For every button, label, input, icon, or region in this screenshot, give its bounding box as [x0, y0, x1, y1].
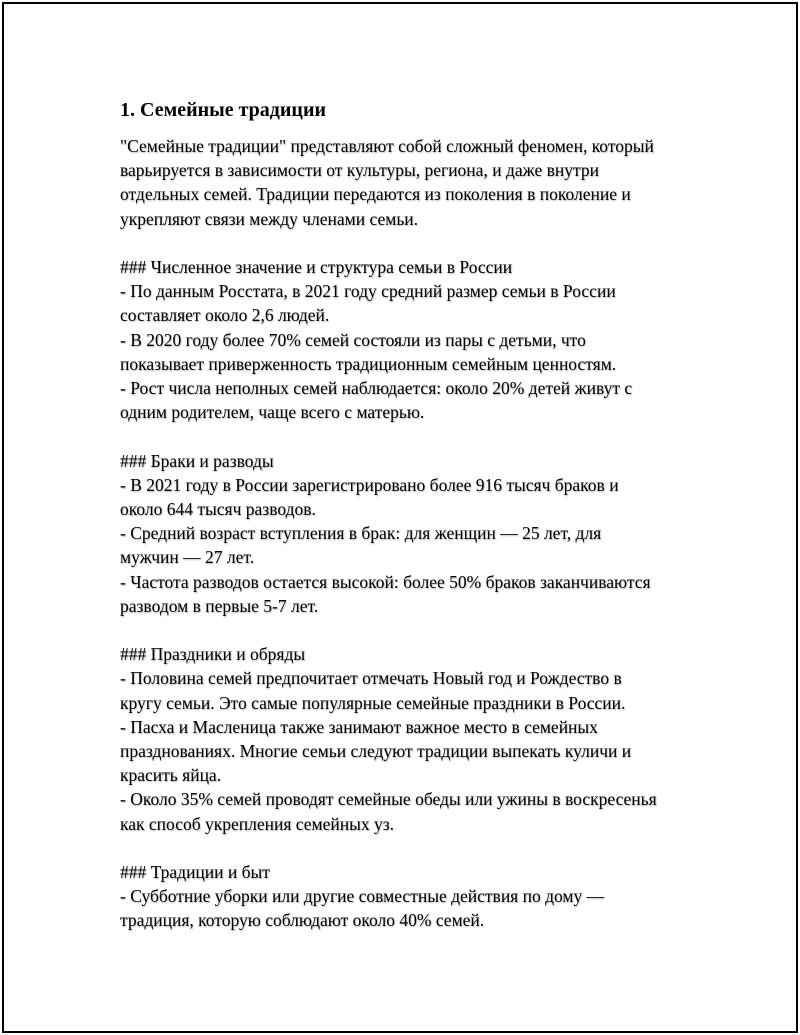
text-line: - Около 35% семей проводят семейные обеды или ужины в воскресенья [120, 789, 657, 810]
text-line: варьируется в зависимости от культуры, региона, и даже внутри [120, 160, 599, 181]
text-line: как способ укрепления семейных уз. [120, 813, 395, 834]
page-frame [2, 2, 798, 1033]
text-line: - Субботние уборки или другие совместные действия по дому — [120, 886, 605, 907]
document-body [120, 98, 720, 933]
text-line: около 644 тысяч разводов. [120, 499, 316, 520]
text-line: - Средний возраст вступления в брак: для женщин — 25 лет, для [120, 523, 602, 544]
intro-paragraph [120, 134, 720, 231]
text-line: составляет около 2,6 людей. [120, 305, 330, 326]
text-line: - Половина семей предпочитает отмечать Новый год и Рождество в [120, 668, 622, 689]
text-line: - По данным Росстата, в 2021 году средний размер семьи в России [120, 281, 616, 302]
text-line: традиция, которую соблюдают около 40% семей. [120, 910, 485, 931]
text-line: - Рост числа неполных семей наблюдается: около 20% детей живут с [120, 378, 633, 399]
section-heading: ### Праздники и обряды [120, 644, 306, 665]
section-heading: ### Традиции и быт [120, 862, 270, 883]
text-line: празднованиях. Многие семьи следуют традиции выпекать куличи и [120, 741, 632, 762]
section-family-structure [120, 255, 720, 424]
page-title: 1. Семейные традиции [120, 99, 327, 121]
text-line: - Пасха и Масленица также занимают важное место в семейных [120, 716, 598, 737]
text-line: красить яйца. [120, 765, 222, 786]
text-line: мужчин — 27 лет. [120, 547, 255, 568]
text-line: показывает приверженность традиционным семейным ценностям. [120, 353, 617, 374]
section-traditions-daily-life [120, 860, 720, 933]
section-heading: ### Численное значение и структура семьи в России [120, 257, 513, 277]
section-holidays-rituals [120, 642, 720, 836]
text-line: - В 2020 году более 70% семей состояли из пары с детьми, что [120, 329, 586, 350]
text-line: - Частота разводов остается высокой: более 50% браков заканчиваются [120, 571, 651, 592]
text-line: разводом в первые 5-7 лет. [120, 595, 319, 616]
section-marriages-divorces [120, 449, 720, 618]
text-line: одним родителем, чаще всего с матерью. [120, 402, 425, 423]
text-line: - В 2021 году в России зарегистрировано более 916 тысяч браков и [120, 474, 619, 495]
text-line: "Семейные традиции" представляют собой сложный феномен, который [120, 136, 654, 156]
text-line: кругу семьи. Это самые популярные семейные праздники в России. [120, 692, 626, 713]
text-line: укрепляют связи между членами семьи. [120, 208, 419, 229]
section-heading: ### Браки и разводы [120, 450, 274, 471]
text-line: отдельных семей. Традиции передаются из поколения в поколение и [120, 184, 631, 205]
